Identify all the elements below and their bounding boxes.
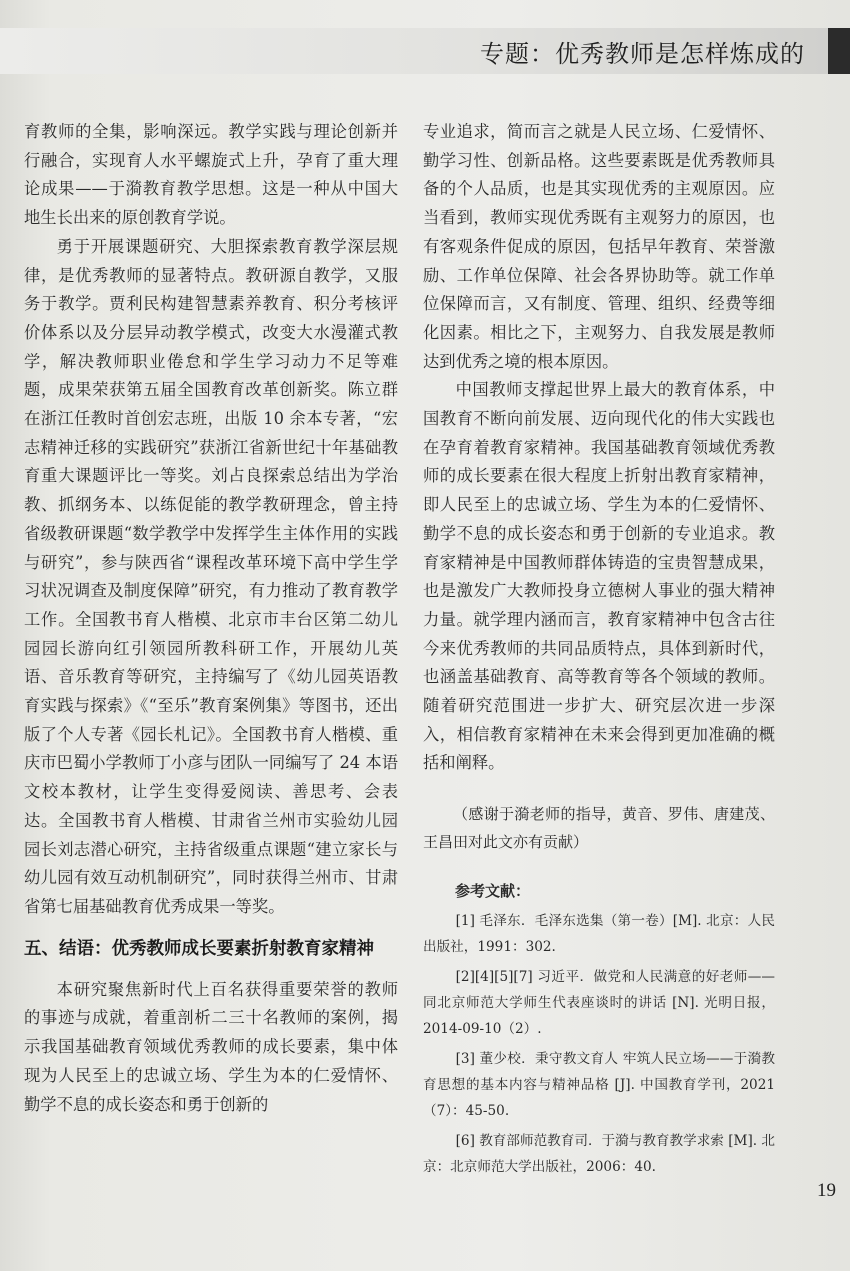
reference-item: [1] 毛泽东．毛泽东选集（第一卷）[M]. 北京：人民出版社，1991：302.: [423, 913, 775, 956]
paragraph: 勇于开展课题研究、大胆探索教育教学深层规律，是优秀教师的显著特点。教研源自教学，又服务于教学。贾利民构建智慧素养教育、积分考核评价体系以及分层异动教学模式，改变大水漫灌式教学，解决教师职业倦怠和学生学习动力不足等难题，成果荣获第五届全国教育改革创新奖。陈立群在浙江任教时首创宏志班，出版 10 余本专著，“宏志精神迁移的实践研究”获浙江省新世纪十年基础教育重大课题评比一等奖。刘占良探索总结出为学治教、抓纲务本、以练促能的教学教研理念，曾主持省级教研课题“数学教学中发挥学生主体作用的实践与研究”，参与陕西省“课程改革环境下高中学生学习状况调查及制度保障”研究，有力推动了教育教学工作。全国教书育人楷模、北京市丰台区第二幼儿园园长游向红引领园所教科研工作，开展幼儿英语、音乐教育等研究，主持编写了《幼儿园英语教育实践与探索》《“至乐”教育案例集》等图书，还出版了个人专著《园长札记》。全国教书育人楷模、重庆市巴蜀小学教师丁小彦与团队一同编写了 24 本语文校本教材，让学生变得爱阅读、善思考、会表达。全国教书育人楷模、甘肃省兰州市实验幼儿园园长刘志潜心研究，主持省级重点课题“建立家长与幼儿园有效互动机制研究”，同时获得兰州市、甘肃省第七届基础教育优秀成果一等奖。: [24, 236, 398, 916]
paragraph: 育教师的全集，影响深远。教学实践与理论创新并行融合，实现育人水平螺旋式上升，孕育了重大理论成果——于漪教育教学思想。这是一种从中国大地生长出来的原创教育学说。: [24, 122, 398, 228]
acknowledgement: （感谢于漪老师的指导，黄音、罗伟、唐建茂、王昌田对此文亦有贡献）: [423, 805, 775, 852]
references-title: 参考文献：: [455, 882, 531, 901]
page-number: 19: [817, 1180, 836, 1201]
right-column: [423, 118, 775, 1180]
paragraph: 中国教师支撑起世界上最大的教育体系，中国教育不断向前发展、迈向现代化的伟大实践也在孕育着教育家精神。我国基础教育领域优秀教师的成长要素在很大程度上折射出教育家精神，即人民至上的忠诚立场、学生为本的仁爱情怀、勤学不息的成长姿态和勇于创新的专业追求。教育家精神是中国教师群体铸造的宝贵智慧成果，也是激发广大教师投身立德树人事业的强大精神力量。就学理内涵而言，教育家精神中包含古往今来优秀教师的共同品质特点，具体到新时代，也涵盖基础教育、高等教育等各个领域的教师。随着研究范围进一步扩大、研究层次进一步深入，相信教育家精神在未来会得到更加准确的概括和阐释。: [423, 380, 775, 773]
paragraph: 专业追求，简而言之就是人民立场、仁爱情怀、勤学习性、创新品格。这些要素既是优秀教师具备的个人品质，也是其实现优秀的主观原因。应当看到，教师实现优秀既有主观努力的原因，也有客观条件促成的原因，包括早年教育、荣誉激励、工作单位保障、社会各界协助等。就工作单位保障而言，又有制度、管理、组织、经费等细化因素。相比之下，主观努力、自我发展是教师达到优秀之境的根本原因。: [423, 122, 775, 371]
section-heading: 五、结语：优秀教师成长要素折射教育家精神: [24, 938, 374, 959]
header-accent-block: [828, 28, 850, 74]
reference-item: [3] 董少校．秉守教文育人 牢筑人民立场——于漪教育思想的基本内容与精神品格 [J]. 中国教育学刊，2021（7）：45-50.: [423, 1051, 775, 1120]
left-column: [24, 118, 398, 1119]
section-header-title: 专题：优秀教师是怎样炼成的: [480, 40, 805, 68]
paragraph: 本研究聚焦新时代上百名获得重要荣誉的教师的事迹与成就，着重剖析二三十名教师的案例，揭示我国基础教育领域优秀教师的成长要素，集中体现为人民至上的忠诚立场、学生为本的仁爱情怀、勤学不息的成长姿态和勇于创新的: [24, 979, 398, 1114]
reference-item: [6] 教育部师范教育司．于漪与教育教学求索 [M]. 北京：北京师范大学出版社，2006：40.: [423, 1133, 775, 1176]
reference-item: [2][4][5][7] 习近平．做党和人民满意的好老师——同北京师范大学师生代表座谈时的讲话 [N]. 光明日报，2014-09-10（2）.: [423, 969, 775, 1038]
